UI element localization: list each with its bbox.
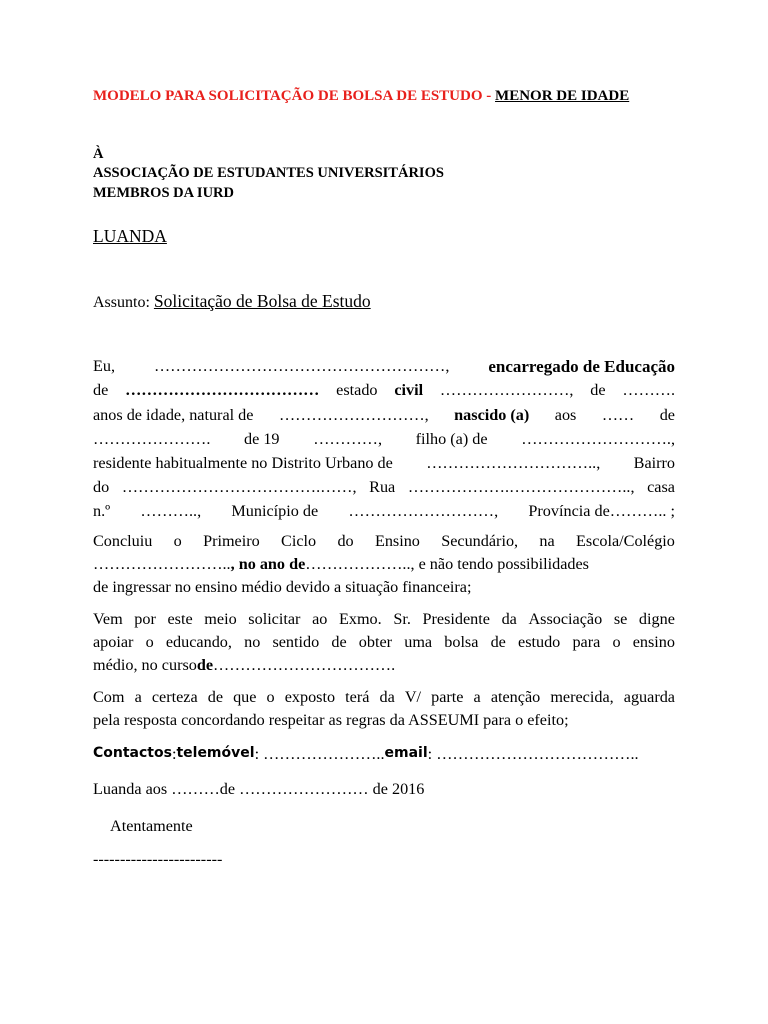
- paragraph-1-line-5: residente habitualmente no Distrito Urbano de ………………………….., Bairro: [93, 454, 675, 472]
- subject-value: Solicitação de Bolsa de Estudo: [153, 291, 371, 311]
- signature-line: ------------------------: [93, 850, 223, 868]
- paragraph-2-line-1: Concluiu o Primeiro Ciclo do Ensino Secundário, na Escola/Colégio: [93, 532, 675, 550]
- contacts-label: Contactos: [93, 745, 172, 761]
- paragraph-2-line-2: …………………….. , no ano de ……………….., e não tendo possibilidades: [93, 555, 589, 573]
- email-label: email: [384, 745, 428, 761]
- date-line: Luanda aos ………de …………………… de 2016: [93, 780, 425, 798]
- paragraph-3-line-1: Vem por este meio solicitar ao Exmo. Sr. Presidente da Associação se digne: [93, 610, 675, 628]
- paragraph-4-line-2: pela resposta concordando respeitar as regras da ASSEUMI para o efeito;: [93, 711, 569, 729]
- paragraph-3-line-3: médio, no curso de …………………………….: [93, 656, 396, 674]
- title-main: MODELO PARA SOLICITAÇÃO DE BOLSA DE ESTUDO: [93, 88, 483, 104]
- paragraph-1-line-2: de ……………………………… estado civil ……………………, de ……….: [93, 381, 675, 399]
- recipient-line-2: MEMBROS DA IURD: [93, 185, 234, 201]
- title-separator: -: [482, 88, 496, 104]
- paragraph-2-line-3: de ingressar no ensino médio devido a situação financeira;: [93, 578, 472, 596]
- subject-line: [93, 291, 371, 312]
- document-title: [93, 88, 629, 105]
- phone-value: : …………………..: [254, 745, 385, 763]
- paragraph-1-line-3: anos de idade, natural de ………………………, nascido (a) aos …… de: [93, 406, 675, 424]
- paragraph-1-line-1: Eu, ………………………………………………, encarregado de Educação: [93, 357, 675, 376]
- phone-label: telemóvel: [176, 745, 255, 761]
- paragraph-3-line-2: apoiar o educando, no sentido de obter uma bolsa de estudo para o ensino: [93, 633, 675, 651]
- paragraph-1-line-7: n.º ……….., Município de ………………………, Província de……….. ;: [93, 502, 675, 520]
- recipient-prefix: À: [93, 146, 104, 162]
- paragraph-1-line-4: …………………. de 19 …………, filho (a) de ……………………….,: [93, 430, 675, 448]
- title-subtitle: MENOR DE IDADE: [495, 88, 630, 104]
- contacts-line: Contactos : telemóvel : ………………….. email : ………………………………..: [93, 745, 639, 763]
- paragraph-1-line-6: do ……………………………….……, Rua ……………….………………….., casa: [93, 478, 675, 496]
- paragraph-4-line-1: Com a certeza de que o exposto terá da V/ parte a atenção merecida, aguarda: [93, 688, 675, 706]
- subject-label: Assunto:: [93, 294, 154, 311]
- recipient-line-1: ASSOCIAÇÃO DE ESTUDANTES UNIVERSITÁRIOS: [93, 165, 444, 181]
- email-value: : ………………………………..: [427, 745, 639, 763]
- recipient-city: LUANDA: [93, 226, 167, 246]
- closing-text: Atentamente: [110, 817, 193, 835]
